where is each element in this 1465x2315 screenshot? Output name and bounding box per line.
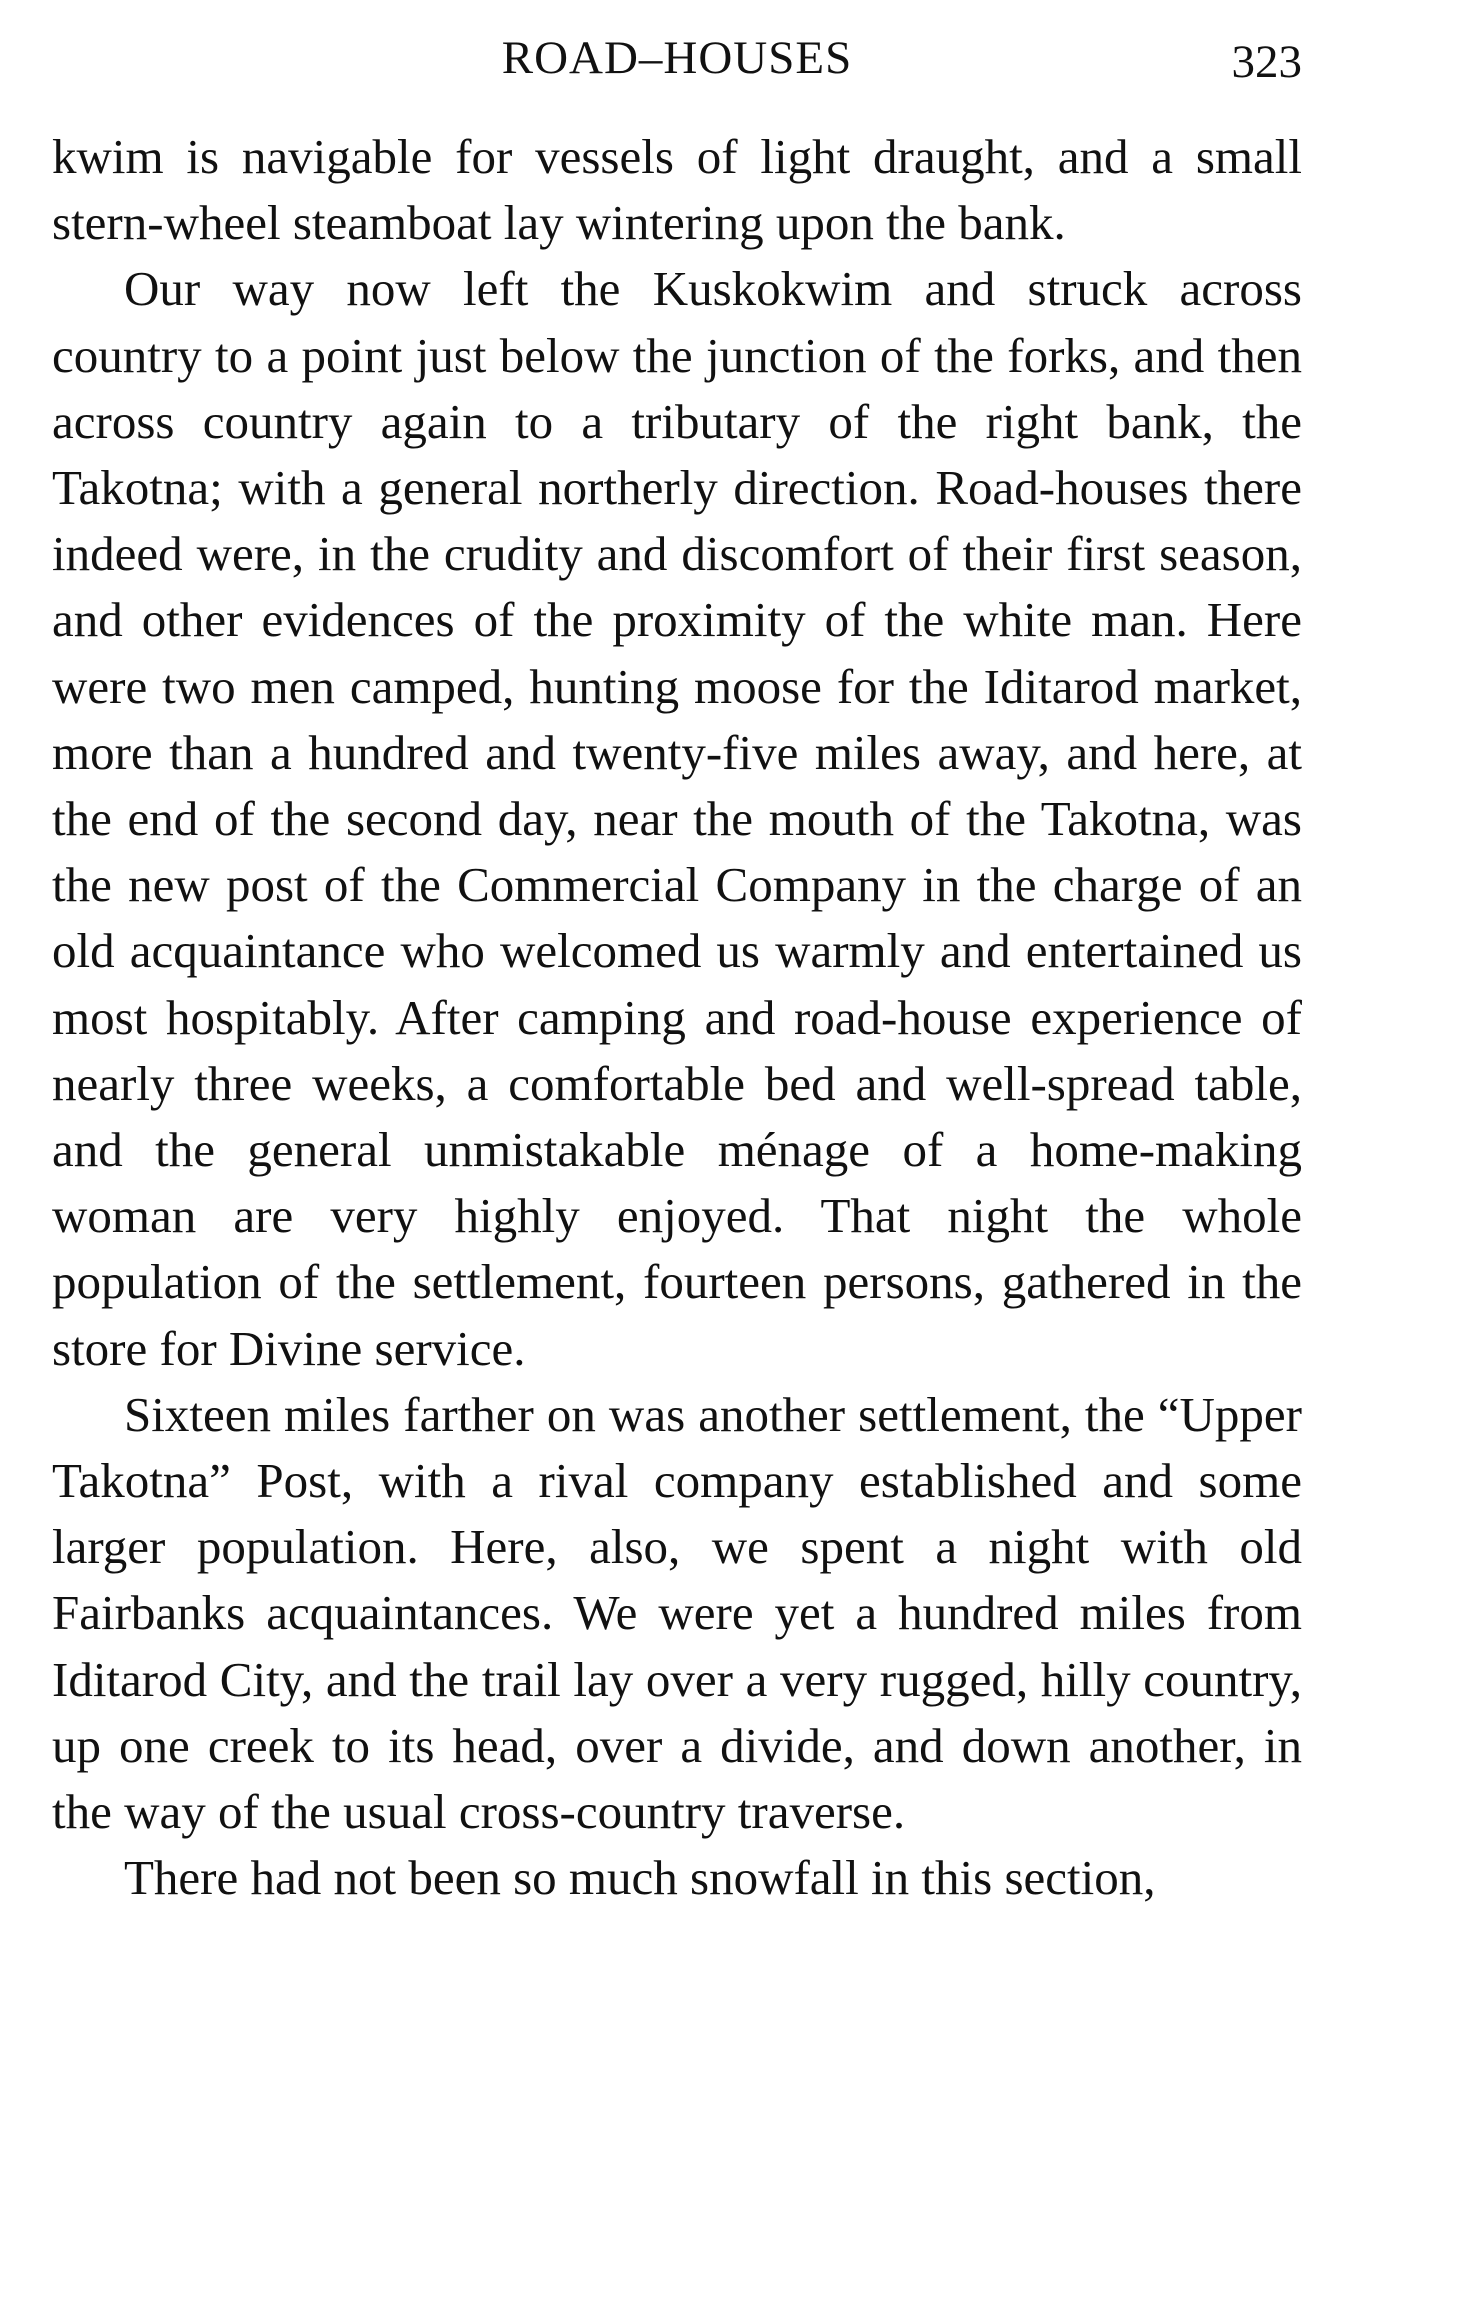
running-title: ROAD–HOUSES — [501, 32, 853, 84]
paragraph-upper-takotna: Sixteen miles farther on was another settlement, the “Upper Takotna” Post, with a rival company established and some larger population. Here, also, we spent a night with old Fairbanks acquaintances. We were yet a hundred miles from Iditarod City, and the trail lay over a very rugged, hilly country, up one creek to its head, over a divide, and down another, in the way of the usual cross-country traverse. — [52, 1386, 1302, 1840]
body-text — [52, 124, 1302, 1911]
paragraph-kuskokwim-takotna: Our way now left the Kuskokwim and struck across country to a point just below the junction of the forks, and then across country again to a tributary of the right bank, the Takotna; with a general northerly direction. Road-houses there indeed were, in the crudity and discomfort of their first season, and other evidences of the proximity of the white man. Here were two men camped, hunting moose for the Iditarod market, more than a hundred and twenty-five miles away, and here, at the end of the second day, near the mouth of the Takotna, was the new post of the Commercial Company in the charge of an old acquaintance who welcomed us warmly and entertained us most hospitably. After camping and road-house experience of nearly three weeks, a comfortable bed and well-spread table, and the general unmistakable ménage of a home-making woman are very highly enjoyed. That night the whole population of the settlement, fourteen persons, gathered in the store for Divine service. — [52, 261, 1302, 1376]
running-head — [52, 28, 1302, 88]
paragraph-snowfall: There had not been so much snowfall in this section, — [124, 1850, 1156, 1906]
paragraph-continued: kwim is navigable for vessels of light draught, and a small stern-wheel steamboat lay wintering upon the bank. — [52, 129, 1302, 251]
page-number: 323 — [1231, 36, 1302, 88]
